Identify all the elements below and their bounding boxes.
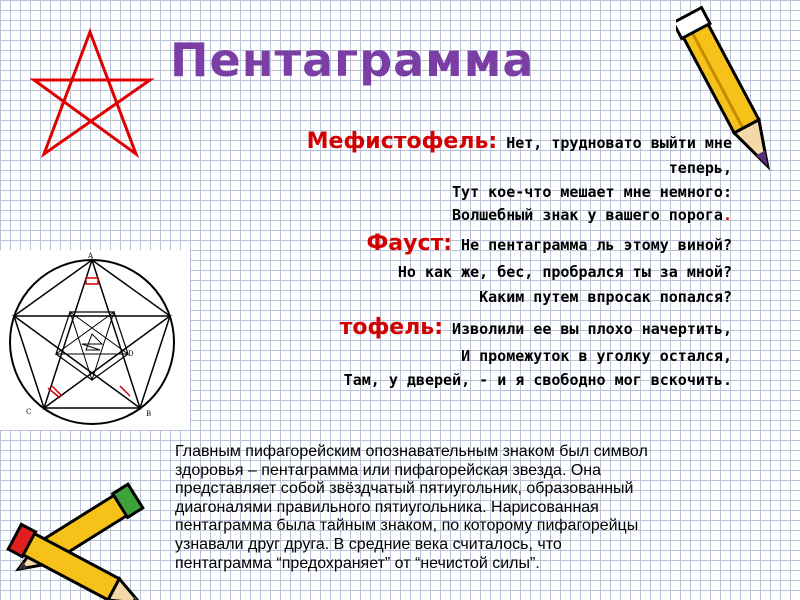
speaker-mephistopheles: Мефистофель: bbox=[306, 129, 498, 154]
dialogue-line-7: Каким путем впросак попался? bbox=[479, 288, 732, 306]
dialogue-line-9: И промежуток в уголку остался, bbox=[461, 347, 732, 365]
diagram-panel bbox=[0, 250, 190, 430]
speaker-faust: Фауст: bbox=[366, 231, 453, 256]
diagram-label-b: B bbox=[146, 410, 152, 418]
page-title: Пентаграмма bbox=[170, 33, 535, 87]
dialogue-line-6: Но как же, бес, пробрался ты за мной? bbox=[397, 263, 732, 281]
dialogue-line-4: Волшебный знак у вашего порога. bbox=[452, 206, 732, 224]
dialogue-line-3: Тут кое-что мешает мне немного: bbox=[452, 183, 732, 201]
dialogue-line-2: теперь, bbox=[668, 159, 732, 177]
pencils-bottom-left-image bbox=[0, 470, 170, 600]
dialogue-line-5: Фауст: Не пентаграмма ль этому виной? bbox=[366, 231, 732, 256]
pythagorean-paragraph: Главным пифагорейским опознавательным знаком был символ здоровья – пентаграмма или пифагорейская звезда. Она представляет собой звёздчатый пятиугольник, образованный диагоналями правильного пятиугольника. Нарисованная пентаграмма была тайным знаком, по которому пифагорейцы узнавали друг друга. В средние века считалось, что пентаграмма “предохраняет” от “нечистой силы”. bbox=[175, 443, 648, 572]
dialogue-line-8: тофель: Изволили ее вы плохо начертить, bbox=[339, 315, 732, 340]
diagram-label-d: D bbox=[128, 350, 134, 358]
pentagram-in-circle-diagram bbox=[0, 250, 190, 430]
dialogue-line-1: Мефистофель: Нет, трудновато выйти мне bbox=[306, 129, 732, 154]
diagram-label-a: A bbox=[88, 252, 94, 260]
diagram-label-c: C bbox=[26, 408, 32, 416]
dialogue-line-10: Там, у дверей, - и я свободно мог вскочить. bbox=[343, 371, 732, 389]
speaker-mephistopheles-2: тофель: bbox=[339, 315, 444, 340]
red-pentagram-image bbox=[20, 28, 160, 158]
